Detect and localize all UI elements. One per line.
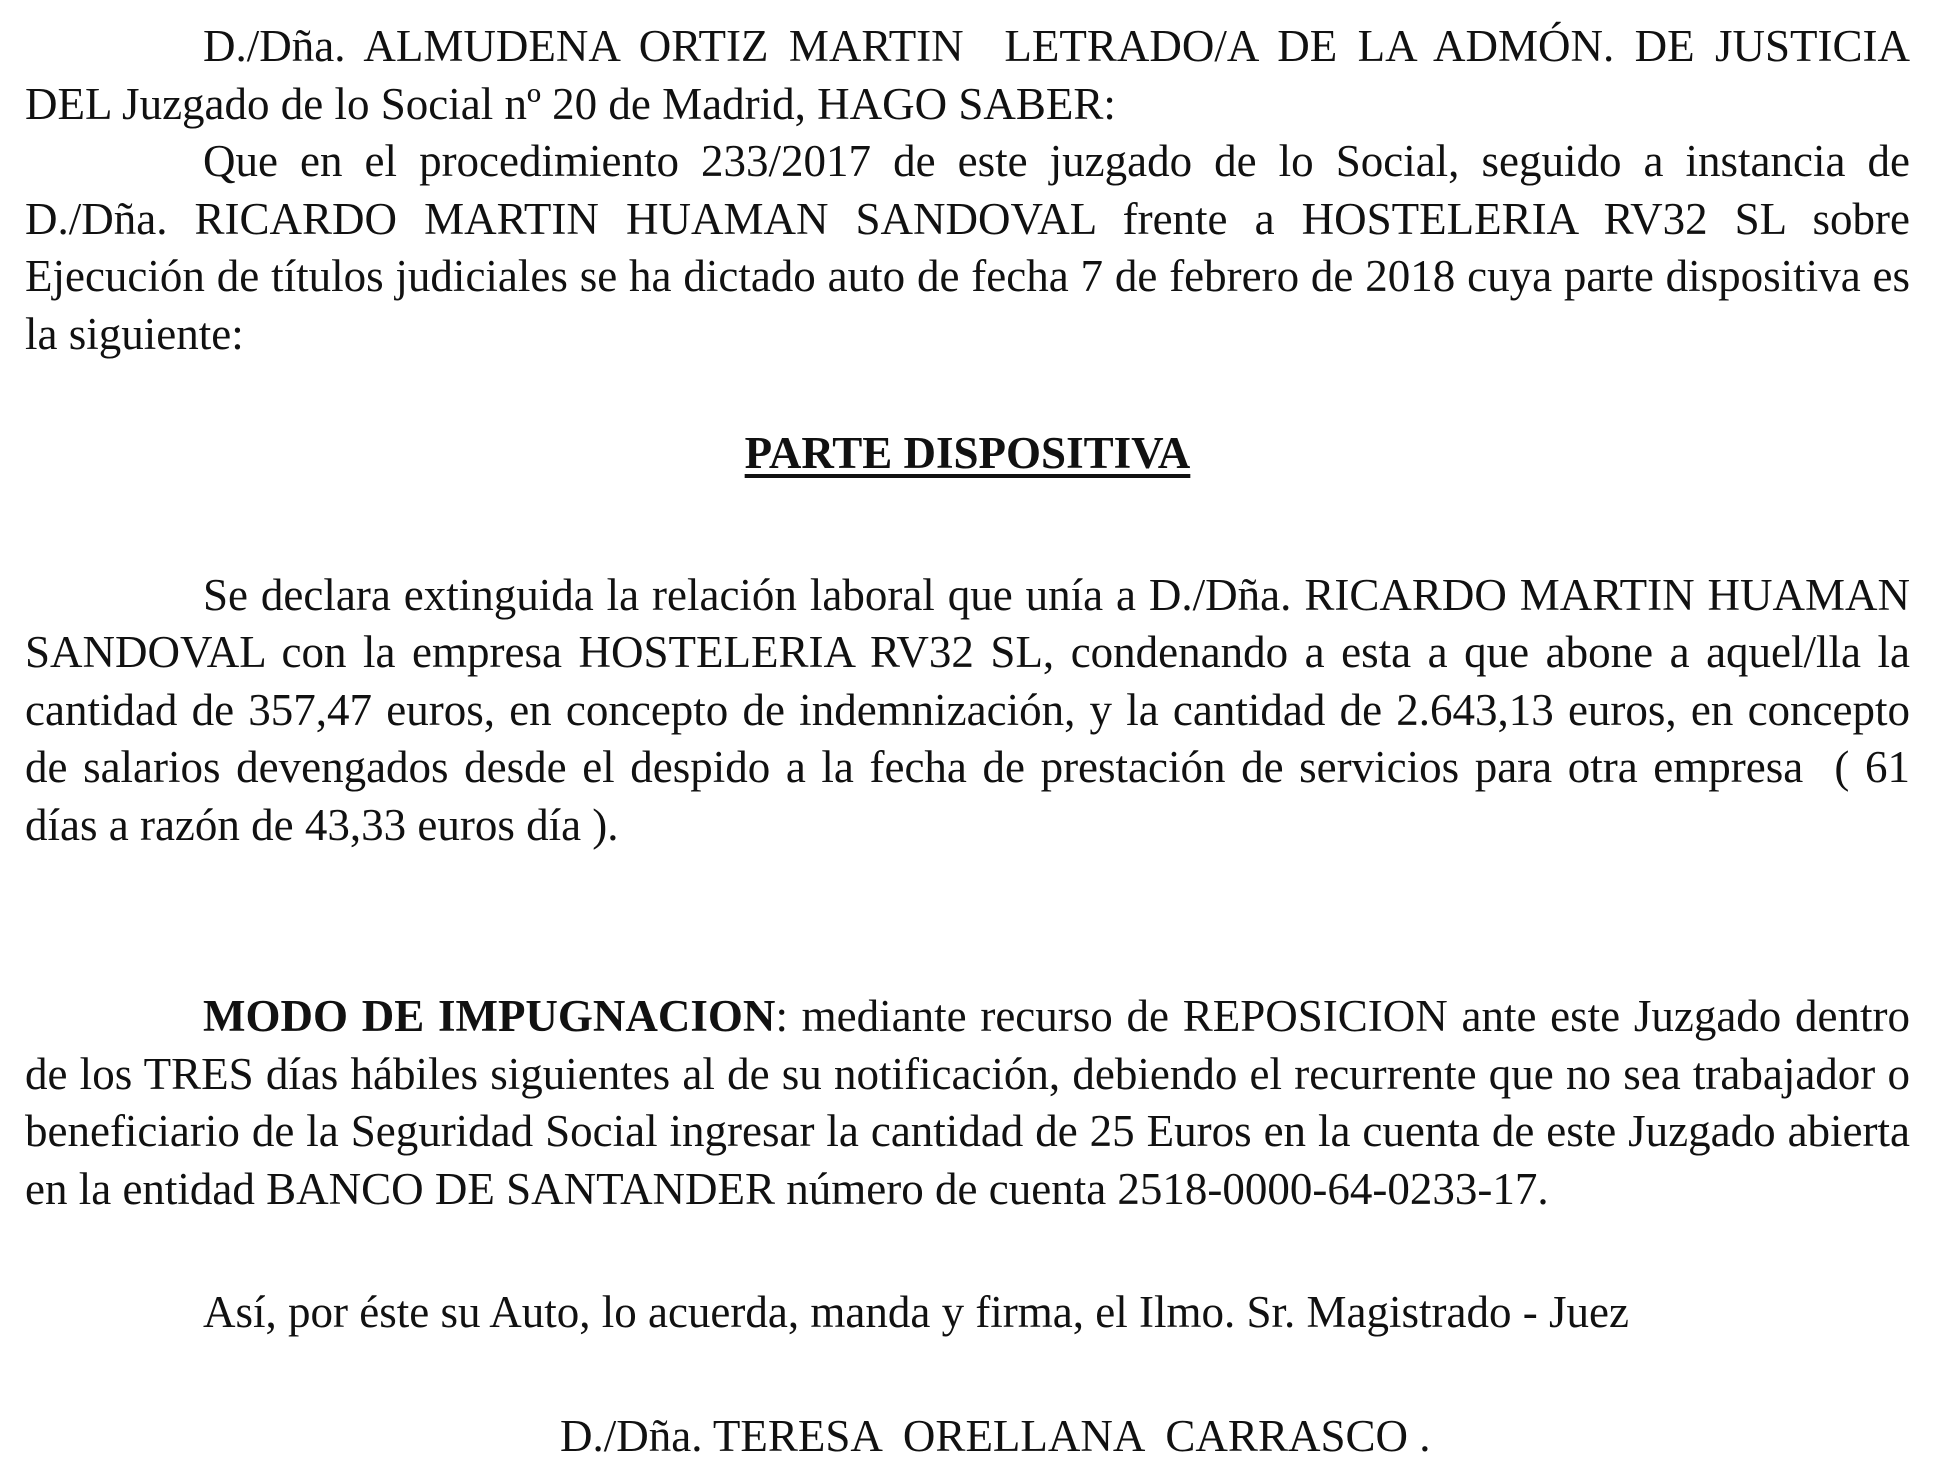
spacer (25, 854, 1910, 988)
spacer (25, 483, 1910, 567)
signer-name: D./Dña. TERESA ORELLANA CARRASCO . (560, 1410, 1431, 1461)
appeal-label: MODO DE IMPUGNACION (203, 991, 776, 1041)
header-text: D./Dña. ALMUDENA ORTIZ MARTIN LETRADO/A DE LA ADMÓN. DE JUSTICIA DEL Juzgado de lo Social nº 20 de Madrid, HAGO SABER: (25, 21, 1922, 129)
closing-line: Así, por éste su Auto, lo acuerda, manda y firma, el Ilmo. Sr. Magistrado - Juez (203, 1287, 1629, 1337)
appeal-text: : mediante recurso de REPOSICION ante este Juzgado dentro de los TRES días hábiles siguientes al de su notificación, debiendo el recurrente que no sea trabajador o beneficiario de la Seguridad Social ingresar la cantidad de 25 Euros en la cuenta de este Juzgado abierta en la entidad BANCO DE SANTANDER número de cuenta 2518-0000-64-0233-17. (25, 991, 1910, 1214)
intro-paragraph (25, 133, 1910, 363)
header-paragraph (25, 18, 1922, 133)
section-heading: PARTE DISPOSITIVA (744, 428, 1191, 478)
document-page (25, 18, 1922, 1465)
appeal-paragraph (25, 988, 1910, 1218)
ruling-text: Se declara extinguida la relación laboral que unía a D./Dña. RICARDO MARTIN HUAMAN SANDOVAL con la empresa HOSTELERIA RV32 SL, condenando a esta a que abone a aquel/lla la cantidad de 357,47 euros, en concepto de indemnización, y la cantidad de 2.643,13 euros, en concepto de salarios devengados desde el despido a la fecha de prestación de servicios para otra empresa ( 61 días a razón de 43,33 euros día ). (25, 569, 1922, 850)
spacer (25, 1342, 1910, 1408)
intro-text: Que en el procedimiento 233/2017 de este juzgado de lo Social, seguido a instancia de D./Dña. RICARDO MARTIN HUAMAN SANDOVAL frente a HOSTELERIA RV32 SL sobre Ejecución de títulos judiciales se ha dictado auto de fecha 7 de febrero de 2018 cuya parte dispositiva es la siguiente: (25, 136, 1910, 359)
ruling-paragraph (25, 567, 1922, 855)
spacer (25, 1218, 1910, 1284)
spacer (25, 363, 1910, 425)
